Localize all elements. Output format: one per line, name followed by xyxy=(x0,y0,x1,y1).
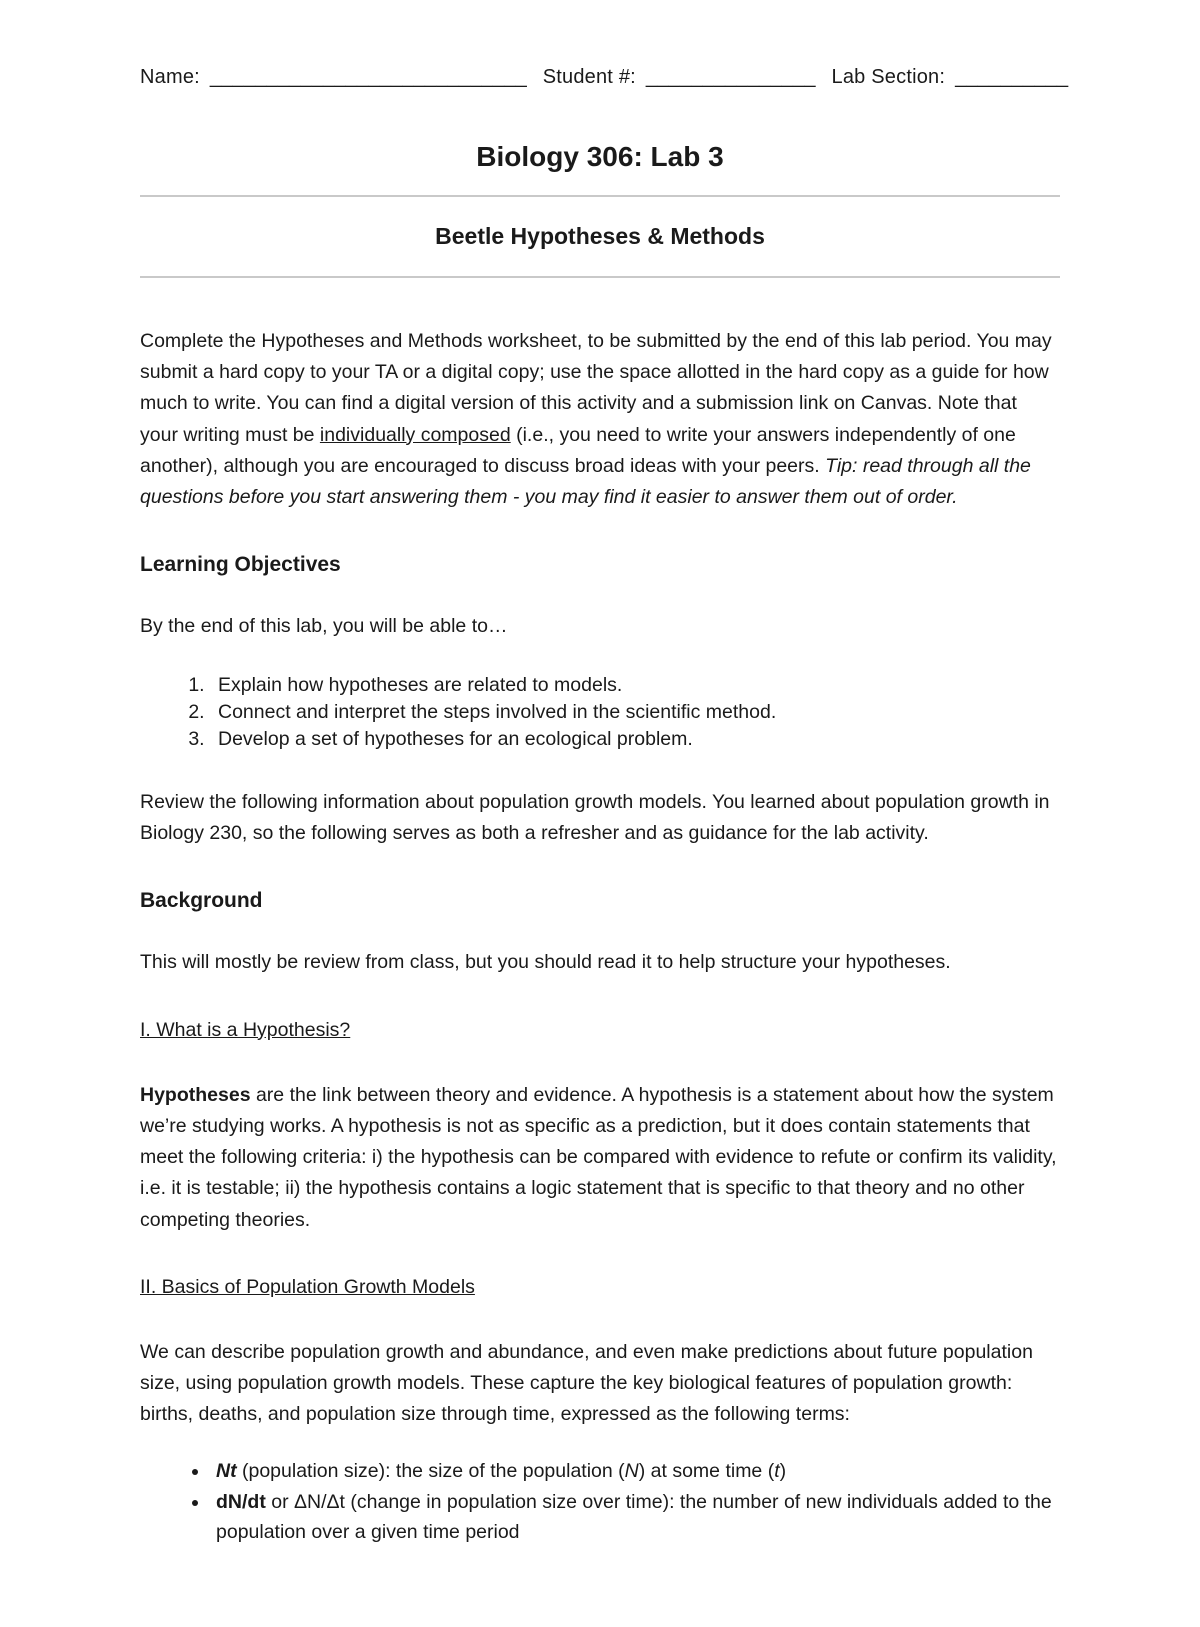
term-item-population-size xyxy=(210,1456,1060,1486)
term-item-growth-rate xyxy=(210,1487,1060,1547)
intro-tip-text: Tip: read through all the questions before you start answering them - you may find it easier to answer them out of order. xyxy=(140,454,1031,508)
lab-section-label: Lab Section: xyxy=(831,66,946,88)
term-symbol: Nt xyxy=(216,1460,237,1483)
divider-top xyxy=(140,195,1060,197)
term-var: N xyxy=(624,1460,639,1483)
objective-item: 2. Connect and interpret the steps involved in the scientific method. xyxy=(210,699,1060,726)
background-paragraph: This will mostly be review from class, but you should read it to help structure your hypotheses. xyxy=(140,951,951,974)
learning-objectives-heading: Learning Objectives xyxy=(140,553,341,577)
objective-item: 3. Develop a set of hypotheses for an ecological problem. xyxy=(210,726,1060,753)
divider-subtitle xyxy=(140,276,1060,278)
student-number-label: Student #: xyxy=(542,66,636,88)
student-number-blank: _______________ xyxy=(645,66,816,88)
lab-section-blank: __________ xyxy=(955,66,1069,88)
term-symbol: dN/dt xyxy=(216,1490,266,1513)
term-text: (population size): the size of the population ( xyxy=(236,1460,625,1483)
intro-text-1: Complete the Hypotheses and Methods worksheet, to be submitted by the end of this lab period. You may submit a hard copy to your TA or a digital copy; use the space allotted in the hard copy as a guide for how much to write. You can find a digital version of this activity and a submission link on Canvas. Note that your writing must be xyxy=(140,330,1052,446)
name-blank: ____________________________ xyxy=(209,66,527,88)
term-text: ) at some time ( xyxy=(638,1460,775,1483)
growth-models-paragraph: We can describe population growth and abundance, and even make predictions about future population size, using population growth models. These capture the key biological features of population growth: births, deaths, and population size through time, expressed as the following terms: xyxy=(140,1340,1033,1426)
growth-models-subheading: II. Basics of Population Growth Models xyxy=(140,1275,475,1298)
background-heading: Background xyxy=(140,889,263,913)
page-title: Biology 306: Lab 3 xyxy=(476,141,724,172)
objectives-list xyxy=(140,672,1060,753)
term-text: or ΔN/Δt (change in population size over time): the number of new individuals added to the population over a given time period xyxy=(216,1490,1052,1543)
objective-item: 1. Explain how hypotheses are related to models. xyxy=(210,672,1060,699)
hypothesis-bold-lead: Hypotheses xyxy=(140,1083,251,1106)
name-label: Name: xyxy=(140,66,200,88)
page-subtitle: Beetle Hypotheses & Methods xyxy=(435,223,765,249)
terms-list xyxy=(140,1456,1060,1547)
review-paragraph: Review the following information about population growth models. You learned about population growth in Biology 230, so the following serves as both a refresher and as guidance for the lab activity. xyxy=(140,791,1050,845)
hypothesis-text: are the link between theory and evidence. A hypothesis is a statement about how the system we’re studying works. A hypothesis is not as specific as a prediction, but it does contain statements that meet the following criteria: i) the hypothesis can be compared with evidence to refute or confirm its validity, i.e. it is testable; ii) the hypothesis contains a logic statement that is specific to that theory and no other competing theories. xyxy=(140,1083,1057,1231)
objectives-lead: By the end of this lab, you will be able to… xyxy=(140,615,508,638)
intro-underlined-phrase: individually composed xyxy=(319,423,511,446)
intro-text-2: (i.e., you need to write your answers independently of one another), although you are encouraged to discuss broad ideas with your peers. xyxy=(140,423,1016,477)
term-var: t xyxy=(774,1460,780,1483)
student-info-line xyxy=(140,66,1069,89)
hypothesis-paragraph xyxy=(140,1080,1060,1236)
intro-paragraph xyxy=(140,326,1060,513)
term-text: ) xyxy=(779,1460,787,1483)
hypothesis-subheading: I. What is a Hypothesis? xyxy=(140,1018,351,1041)
